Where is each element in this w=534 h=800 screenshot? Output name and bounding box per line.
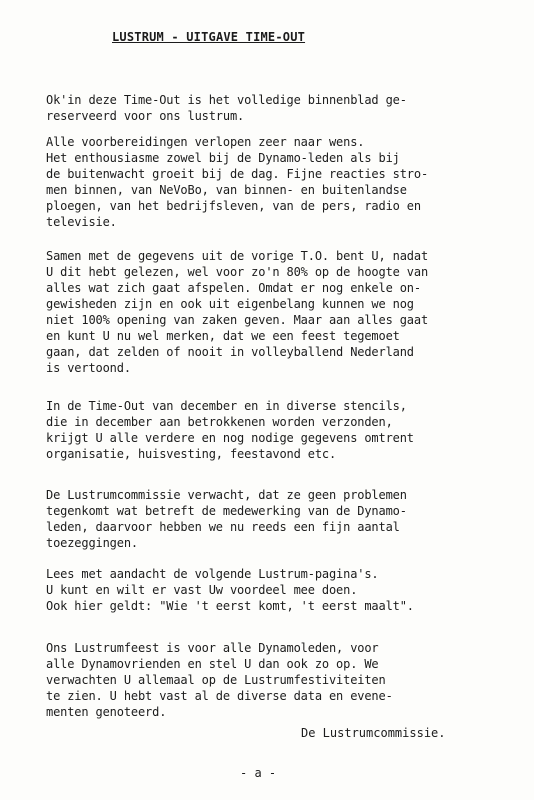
signature: De Lustrumcommissie.	[301, 726, 446, 740]
text-line: Ons Lustrumfeest is voor alle Dynamoleden, voor	[46, 641, 379, 655]
text-line: Ook hier geldt: "Wie 't eerst komt, 't eerst maalt".	[46, 599, 414, 613]
text-line: men binnen, van NeVoBo, van binnen- en buitenlandse	[46, 183, 407, 197]
text-line: Ok'in deze Time-Out is het volledige binnenblad ge-	[46, 93, 407, 107]
text-line: die in december aan betrokkenen worden verzonden,	[46, 415, 393, 429]
text-line: Lees met aandacht de volgende Lustrum-pagina's.	[46, 567, 379, 581]
text-line: De Lustrumcommissie verwacht, dat ze geen problemen	[46, 488, 407, 502]
paragraph-intro	[46, 92, 407, 124]
text-line: tegenkomt wat betreft de medewerking van de Dynamo-	[46, 504, 407, 518]
paragraph-preparations	[46, 134, 428, 230]
paragraph-invitation	[46, 640, 393, 720]
text-line: televisie.	[46, 215, 117, 229]
text-line: gaan, dat zelden of nooit in volleyballend Nederland	[46, 345, 414, 359]
text-line: leden, daarvoor hebben we nu reeds een fijn aantal	[46, 520, 400, 534]
text-line: Samen met de gegevens uit de vorige T.O. bent U, nadat	[46, 249, 429, 263]
text-line: Alle voorbereidingen verlopen zeer naar wens.	[46, 135, 365, 149]
paragraph-committee	[46, 487, 407, 551]
text-line: niet 100% opening van zaken geven. Maar aan alles gaat	[46, 313, 429, 327]
text-line: organisatie, huisvesting, feestavond etc.	[46, 447, 337, 461]
text-line: krijgt U alle verdere en nog nodige gegevens omtrent	[46, 431, 414, 445]
text-line: U kunt en wilt er vast Uw voordeel mee doen.	[46, 583, 358, 597]
text-line: reserveerd voor ons lustrum.	[46, 109, 245, 123]
page-number: - a -	[240, 766, 277, 780]
text-line: Het enthousiasme zowel bij de Dynamo-leden als bij	[46, 151, 400, 165]
text-line: U dit hebt gelezen, wel voor zo'n 80% op de hoogte van	[46, 265, 429, 279]
paragraph-read-carefully	[46, 566, 414, 614]
text-line: toezeggingen.	[46, 536, 138, 550]
text-line: te zien. U hebt vast al de diverse data en evene-	[46, 689, 393, 703]
text-line: ploegen, van het bedrijfsleven, van de pers, radio en	[46, 199, 421, 213]
paragraph-information	[46, 248, 428, 376]
text-line: de buitenwacht groeit bij de dag. Fijne reacties stro-	[46, 167, 429, 181]
text-line: In de Time-Out van december en in diverse stencils,	[46, 399, 407, 413]
paragraph-december	[46, 398, 414, 462]
text-line: alles wat zich gaat afspelen. Omdat er nog enkele on-	[46, 281, 421, 295]
text-line: en kunt U nu wel merken, dat we een feest tegemoet	[46, 329, 400, 343]
text-line: alle Dynamovrienden en stel U dan ook zo op. We	[46, 657, 379, 671]
page-title: LUSTRUM - UITGAVE TIME-OUT	[112, 30, 306, 44]
text-line: is vertoond.	[46, 361, 131, 375]
text-line: menten genoteerd.	[46, 705, 167, 719]
text-line: verwachten U allemaal op de Lustrumfestiviteiten	[46, 673, 386, 687]
text-line: gewisheden zijn en ook uit eigenbelang kunnen we nog	[46, 297, 414, 311]
